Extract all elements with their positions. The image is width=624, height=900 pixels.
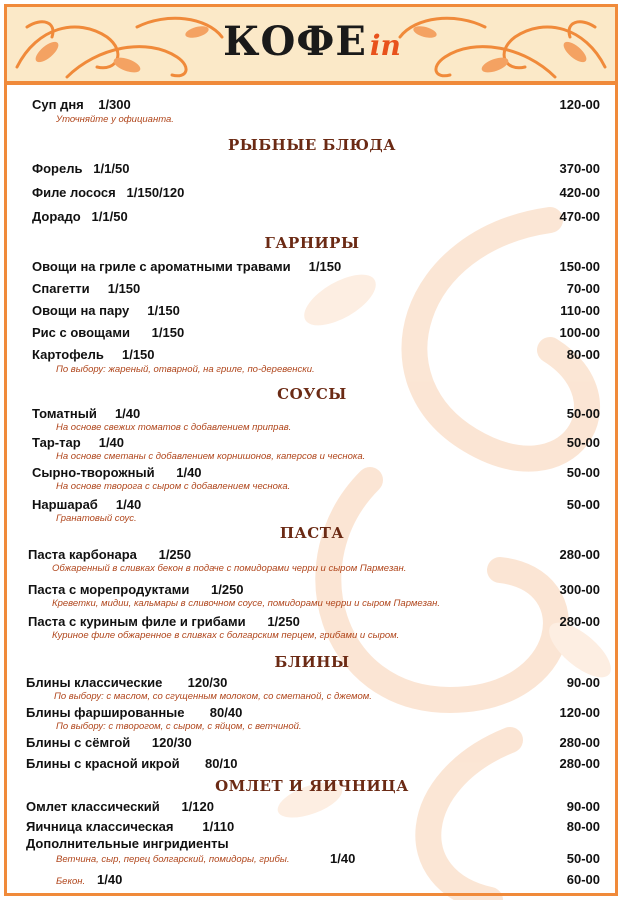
item-tomato-name: Томатный 1/40: [32, 406, 141, 421]
item-bliny-classic-price: 90-00: [566, 675, 600, 690]
brand-word: КОФЕ: [223, 18, 367, 65]
item-soup-name: Суп дня 1/300: [32, 97, 131, 112]
item-dorado-name: Дорадо 1/1/50: [32, 209, 128, 224]
item-soup-price: 120-00: [559, 97, 600, 112]
item-chicken-name: Паста с куриным филе и грибами 1/250: [28, 614, 300, 629]
item-extra-mix-text: Ветчина, сыр, перец болгарский, помидоры, грибы.: [56, 854, 290, 865]
section-title-pasta: ПАСТА: [279, 524, 345, 542]
section-title-omelet: ОМЛЕТ И ЯИЧНИЦА: [215, 777, 409, 795]
item-cheese-note: На основе творога с сыром с добавлением чеснока.: [56, 481, 291, 492]
brand-suffix: in: [369, 29, 401, 62]
item-eggs-price: 80-00: [566, 819, 600, 834]
item-carbonara-price: 280-00: [559, 547, 600, 562]
item-bliny-salmon-name: Блины с сёмгой 120/30: [26, 735, 192, 750]
item-eggs-name: Яичница классическая 1/110: [26, 819, 235, 834]
item-bliny-caviar-price: 280-00: [559, 756, 600, 771]
item-seafood-note: Креветки, мидии, кальмары в сливочном соусе, помидорами черри и сыром Пармезан.: [52, 598, 441, 609]
item-dorado-price: 470-00: [559, 209, 600, 224]
item-grill-veg-name: Овощи на гриле с ароматными травами 1/150: [32, 259, 342, 274]
item-narsharab-price: 50-00: [566, 497, 600, 512]
item-potato-price: 80-00: [566, 347, 600, 362]
item-carbonara-name: Паста карбонара 1/250: [28, 547, 192, 562]
item-tartar-note: На основе сметаны с добавлением корнишонов, каперсов и чеснока.: [56, 451, 366, 462]
item-cheese-name: Сырно-творожный 1/40: [32, 465, 202, 480]
item-steam-veg-name: Овощи на пару 1/150: [32, 303, 180, 318]
item-salmon-name: Филе лосося 1/150/120: [32, 185, 185, 200]
item-rice-price: 100-00: [559, 325, 600, 340]
item-extra-mix-portion: 1/40: [330, 851, 356, 866]
item-spaghetti-price: 70-00: [566, 281, 600, 296]
section-title-garnish: ГАРНИРЫ: [264, 234, 360, 252]
item-extra-bacon-text: Бекон.: [56, 876, 86, 887]
item-rice-name: Рис с овощами 1/150: [32, 325, 185, 340]
item-trout-price: 370-00: [559, 161, 600, 176]
item-bliny-stuffed-note: По выбору: с творогом, с сыром, с яйцом, с ветчиной.: [56, 721, 302, 732]
item-bliny-salmon-price: 280-00: [559, 735, 600, 750]
item-steam-veg-price: 110-00: [560, 303, 600, 318]
item-trout-name: Форель 1/1/50: [32, 161, 130, 176]
item-extra-bacon-portion: 1/40: [97, 872, 123, 887]
item-potato-name: Картофель 1/150: [32, 347, 155, 362]
item-tomato-note: На основе свежих томатов с добавлением приправ.: [56, 422, 292, 433]
item-chicken-price: 280-00: [559, 614, 600, 629]
item-carbonara-note: Обжаренный в сливках бекон в подаче с помидорами черри и сыром Пармезан.: [52, 563, 407, 574]
item-tartar-price: 50-00: [566, 435, 600, 450]
item-seafood-name: Паста с морепродуктами 1/250: [28, 582, 244, 597]
item-bliny-stuffed-name: Блины фаршированные 80/40: [26, 705, 243, 720]
item-spaghetti-name: Спагетти 1/150: [32, 281, 141, 296]
item-tomato-price: 50-00: [566, 406, 600, 421]
section-title-sauces: СОУСЫ: [277, 385, 347, 403]
item-chicken-note: Куриное филе обжаренное в сливках с болгарским перцем, грибами и сыром.: [52, 630, 400, 641]
item-extra-bacon-price: 60-00: [566, 872, 600, 887]
item-bliny-stuffed-price: 120-00: [559, 705, 600, 720]
item-bliny-classic-name: Блины классические 120/30: [26, 675, 228, 690]
item-cheese-price: 50-00: [566, 465, 600, 480]
item-bliny-classic-note: По выбору: с маслом, со сгущенным молоком, со сметаной, с джемом.: [54, 691, 372, 702]
section-title-bliny: БЛИНЫ: [274, 653, 350, 671]
item-tartar-name: Тар-тар 1/40: [32, 435, 125, 450]
item-narsharab-name: Наршараб 1/40: [32, 497, 142, 512]
item-extra-name: Дополнительные ингридиенты: [26, 836, 229, 851]
item-omelet-price: 90-00: [566, 799, 600, 814]
item-bliny-caviar-name: Блины с красной икрой 80/10: [26, 756, 238, 771]
section-title-fish: РЫБНЫЕ БЛЮДА: [228, 136, 396, 154]
item-soup-note: Уточняйте у официанта.: [56, 114, 174, 125]
item-grill-veg-price: 150-00: [559, 259, 600, 274]
item-omelet-name: Омлет классический 1/120: [26, 799, 214, 814]
item-salmon-price: 420-00: [559, 185, 600, 200]
item-seafood-price: 300-00: [559, 582, 600, 597]
item-extra-mix-price: 50-00: [566, 851, 600, 866]
item-narsharab-note: Гранатовый соус.: [56, 513, 137, 524]
item-potato-note: По выбору: жареный, отварной, на гриле, по-деревенски.: [56, 364, 315, 375]
